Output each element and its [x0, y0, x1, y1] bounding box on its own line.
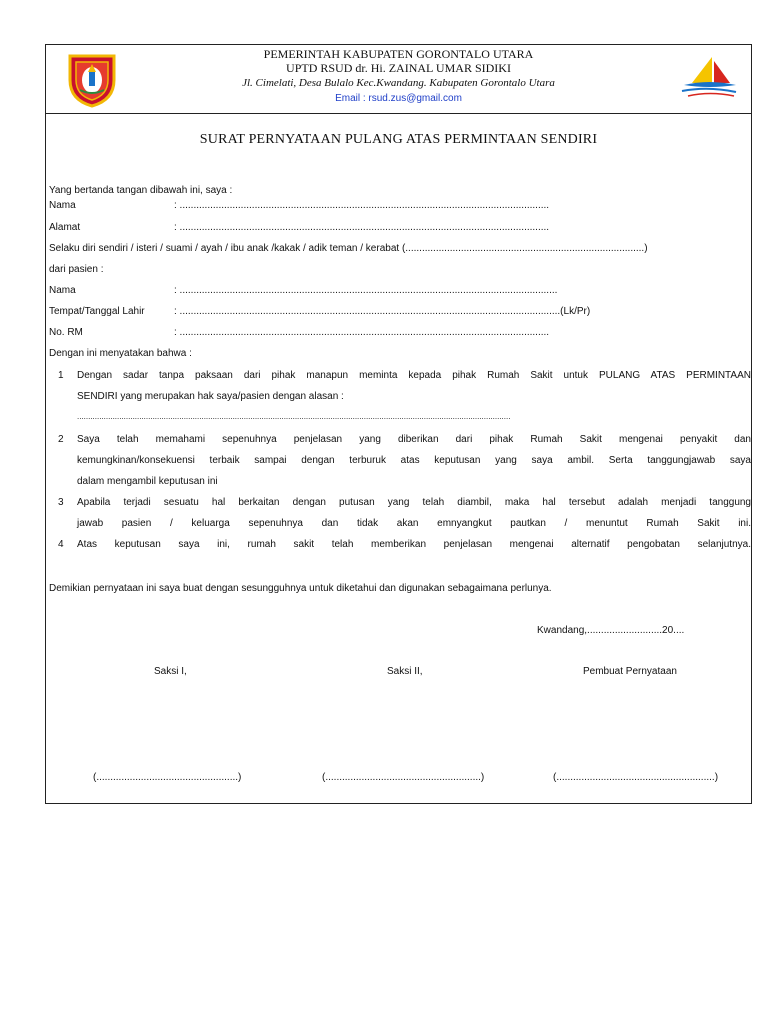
- item-line: dalam mengambil keputusan ini: [77, 476, 218, 487]
- witness-1-signature-field[interactable]: (...................................................): [93, 772, 242, 783]
- patient-name-field[interactable]: : ........................................................................................................................................: [174, 285, 558, 296]
- header-email: Email : rsud.zus@gmail.com: [335, 93, 462, 104]
- statement-form: [45, 44, 752, 804]
- statement-item-2: [77, 429, 751, 492]
- item-number: 3: [58, 497, 64, 508]
- item-number: 2: [58, 434, 64, 445]
- item-number: 1: [58, 370, 64, 381]
- closing-text: Demikian pernyataan ini saya buat dengan sesungguhnya untuk diketahui dan digunakan sebagaimana perlunya.: [49, 583, 552, 594]
- patient-rm-label: No. RM: [49, 327, 83, 338]
- signer-name-field[interactable]: : .....................................................................................................................................: [174, 200, 550, 211]
- item-line: kemungkinan/konsekuensi terbaik sampai dengan terburuk atas keputusan yang saya ambil. Serta tanggungjawab saya: [77, 455, 751, 466]
- patient-name-label: Nama: [49, 285, 76, 296]
- header-address: Jl. Cimelati, Desa Bulalo Kec.Kwandang. Kabupaten Gorontalo Utara: [242, 77, 555, 89]
- statement-item-1: [77, 365, 751, 407]
- statement-item-3: [77, 492, 751, 534]
- statement-intro: Dengan ini menyatakan bahwa :: [49, 348, 192, 359]
- item-line: SENDIRI yang merupakan hak saya/pasien dengan alasan :: [77, 391, 344, 402]
- statement-item-4: [77, 534, 751, 555]
- document-title: SURAT PERNYATAAN PULANG ATAS PERMINTAAN SENDIRI: [199, 132, 598, 147]
- item-line: Atas keputusan saya ini, rumah sakit telah memberikan penjelasan mengenai alternatif pengobatan selanjutnya.: [77, 539, 751, 550]
- item-line: Apabila terjadi sesuatu hal berkaitan dengan putusan yang telah diambil, maka hal tersebut adalah menjadi tanggung: [77, 497, 751, 508]
- place-date-field[interactable]: Kwandang,...........................20....: [537, 625, 685, 636]
- item-number: 4: [58, 539, 64, 550]
- witness-1-label: Saksi I,: [154, 666, 187, 677]
- item-line: jawab pasien / keluarga sepenuhnya dan tidak akan emnyangkut pautkan / menuntut Rumah Sakit ini.: [77, 518, 751, 529]
- header-hospital: UPTD RSUD dr. Hi. ZAINAL UMAR SIDIKI: [286, 61, 511, 75]
- signer-address-label: Alamat: [49, 222, 81, 233]
- patient-birth-field[interactable]: : .........................................................................................................................................(Lk/Pr): [174, 306, 591, 317]
- item-line: Dengan sadar tanpa paksaan dari pihak manapun meminta kepada pihak Rumah Sakit untuk PULANG ATAS PERMINTAAN: [77, 370, 751, 381]
- patient-rm-field[interactable]: : .....................................................................................................................................: [174, 327, 550, 338]
- signer-relation: Selaku diri sendiri / isteri / suami / ayah / ibu anak /kakak / adik teman / kerabat (......................................................................................): [49, 243, 648, 254]
- declarant-signature-field[interactable]: (.........................................................): [553, 772, 719, 783]
- witness-2-signature-field[interactable]: (........................................................): [322, 772, 485, 783]
- reason-field[interactable]: ...................................................................................................................................................................................................: [77, 412, 511, 421]
- sailboat-logo-icon: [678, 53, 740, 99]
- declarant-label: Pembuat Pernyataan: [583, 666, 677, 677]
- letterhead: [46, 45, 751, 114]
- signer-name-label: Nama: [49, 200, 76, 211]
- patient-birth-label: Tempat/Tanggal Lahir: [49, 306, 145, 317]
- witness-2-label: Saksi II,: [387, 666, 423, 677]
- header-government: PEMERINTAH KABUPATEN GORONTALO UTARA: [263, 47, 534, 61]
- patient-intro: dari pasien :: [49, 264, 104, 275]
- item-line: Saya telah memahami sepenuhnya penjelasan yang diberikan dari pihak Rumah Sakit mengenai penyakit dan: [77, 434, 751, 445]
- signer-address-field[interactable]: : .....................................................................................................................................: [174, 222, 550, 233]
- intro-text: Yang bertanda tangan dibawah ini, saya :: [49, 185, 233, 196]
